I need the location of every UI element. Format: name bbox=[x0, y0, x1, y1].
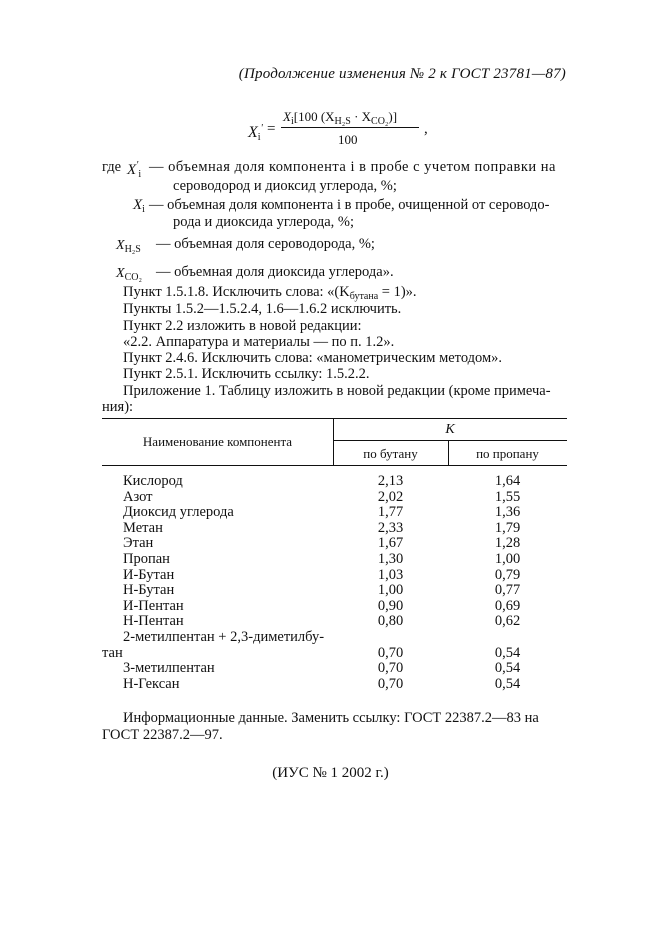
table-cell-component: тан bbox=[102, 644, 123, 661]
def1-line1: — объемная доля компонента i в пробе с учетом поправки на bbox=[149, 159, 556, 175]
paragraph-2: Пункты 1.5.2—1.5.2.4, 1.6—1.6.2 исключить. bbox=[123, 301, 402, 317]
table-cell-propane: 1,64 bbox=[494, 473, 521, 489]
table-cell-butane: 0,70 bbox=[377, 675, 404, 692]
table-cell-butane: 1,03 bbox=[377, 566, 404, 583]
formula-lhs: $X_i'$ bbox=[248, 123, 263, 143]
table-cell-component: Этан bbox=[123, 535, 154, 552]
def2-symbol: $X_i$ bbox=[133, 197, 145, 215]
def2-line1: — объемная доля компонента i в пробе, очищенной от сероводо- bbox=[149, 197, 550, 213]
table-cell-propane: 0,54 bbox=[494, 660, 521, 677]
table-header-k: K bbox=[445, 422, 455, 437]
footer-ius: (ИУС № 1 2002 г.) bbox=[272, 765, 389, 781]
paragraph-7: Приложение 1. Таблицу изложить в новой редакции (кроме примеча- bbox=[123, 383, 551, 399]
table-cell-butane: 1,77 bbox=[377, 504, 404, 521]
table-header-component: Наименование компонента bbox=[142, 434, 293, 449]
table-cell-propane: 1,00 bbox=[494, 551, 521, 567]
def2-line2: рода и диоксида углерода, %; bbox=[173, 214, 354, 230]
paragraph-3: Пункт 2.2 изложить в новой редакции: bbox=[123, 318, 362, 334]
table-cell-component: 2-метилпентан + 2,3-диметилбу- bbox=[123, 629, 325, 645]
table-cell-butane: 1,30 bbox=[377, 551, 404, 567]
table-cell-butane: 1,67 bbox=[377, 535, 404, 552]
paragraph-1: Пункт 1.5.1.8. Исключить слова: «$(K_{бутана} = 1)$». bbox=[123, 284, 417, 302]
table-cell-component: Н-Гексан bbox=[123, 675, 180, 692]
table-cell-propane: 0,77 bbox=[494, 582, 521, 599]
table-header-propane: по пропану bbox=[476, 446, 539, 461]
table-cell-propane: 1,79 bbox=[494, 519, 521, 536]
table-cell-butane: 0,80 bbox=[377, 613, 404, 630]
def1-symbol: $X'_i$ bbox=[127, 160, 142, 180]
info-line-2: ГОСТ 22387.2—97. bbox=[102, 727, 223, 743]
table-cell-component: Метан bbox=[123, 519, 163, 536]
def1-line2: сероводород и диоксид углерода, %; bbox=[173, 178, 397, 194]
table-cell-component: И-Бутан bbox=[123, 566, 175, 583]
def3-symbol: $X_{H_2S}$ bbox=[116, 238, 141, 255]
def3-text: — объемная доля сероводорода, %; bbox=[156, 236, 375, 252]
table-header-butane: по бутану bbox=[363, 446, 418, 461]
formula-denominator: 100 bbox=[338, 132, 358, 147]
paragraph-8: ния): bbox=[102, 399, 134, 415]
table-cell-propane: 1,36 bbox=[494, 504, 521, 521]
table-header-bottom-rule bbox=[102, 465, 567, 466]
table-cell-butane: 2,33 bbox=[377, 519, 404, 536]
def4-symbol: $X_{CO_2}$ bbox=[116, 266, 142, 283]
table-cell-propane: 0,69 bbox=[494, 597, 521, 614]
table-cell-butane: 2,02 bbox=[377, 488, 404, 505]
info-line-1: Информационные данные. Заменить ссылку: ГОСТ 22387.2—83 на bbox=[123, 710, 539, 726]
table-cell-butane: 2,13 bbox=[377, 473, 404, 489]
table-cell-component: Кислород bbox=[123, 473, 183, 489]
table-cell-component: Диоксид углерода bbox=[123, 504, 234, 521]
table-cell-propane: 1,55 bbox=[494, 488, 521, 505]
table-cell-component: Азот bbox=[123, 488, 153, 505]
table-cell-component: И-Пентан bbox=[123, 597, 184, 614]
table-top-rule bbox=[102, 418, 567, 419]
where-word: где bbox=[102, 159, 122, 175]
table-cell-butane: 0,70 bbox=[377, 660, 404, 677]
paragraph-4: «2.2. Аппаратура и материалы — по п. 1.2». bbox=[123, 334, 395, 350]
formula-numerator: $X_i[100$ $(X_{H_2S} \cdot X_{CO_2})$] bbox=[283, 109, 398, 127]
table-cell-butane: 0,70 bbox=[377, 644, 404, 661]
formula-equals: = bbox=[267, 121, 276, 137]
table-cell-butane: 0,90 bbox=[377, 597, 404, 614]
paragraph-5: Пункт 2.4.6. Исключить слова: «манометрическим методом». bbox=[123, 350, 503, 366]
def4-text: — объемная доля диоксида углерода». bbox=[156, 264, 394, 280]
table-k-rule bbox=[333, 440, 567, 441]
table-cell-component: 3-метилпентан bbox=[123, 660, 215, 677]
paragraph-6: Пункт 2.5.1. Исключить ссылку: 1.5.2.2. bbox=[123, 366, 370, 382]
table-cell-component: Пропан bbox=[123, 551, 170, 567]
table-cell-propane: 0,54 bbox=[494, 644, 521, 661]
table-cell-component: Н-Пентан bbox=[123, 613, 184, 630]
table-cell-propane: 0,62 bbox=[494, 613, 521, 630]
formula-fraction-bar bbox=[281, 127, 419, 128]
page-header: (Продолжение изменения № 2 к ГОСТ 23781—87) bbox=[238, 66, 566, 82]
table-cell-propane: 0,54 bbox=[494, 675, 521, 692]
table-cell-propane: 0,79 bbox=[494, 566, 521, 583]
table-cell-component: Н-Бутан bbox=[123, 582, 175, 599]
table-cell-propane: 1,28 bbox=[494, 535, 521, 552]
table-cell-butane: 1,00 bbox=[377, 582, 404, 599]
formula-comma: , bbox=[424, 121, 428, 137]
